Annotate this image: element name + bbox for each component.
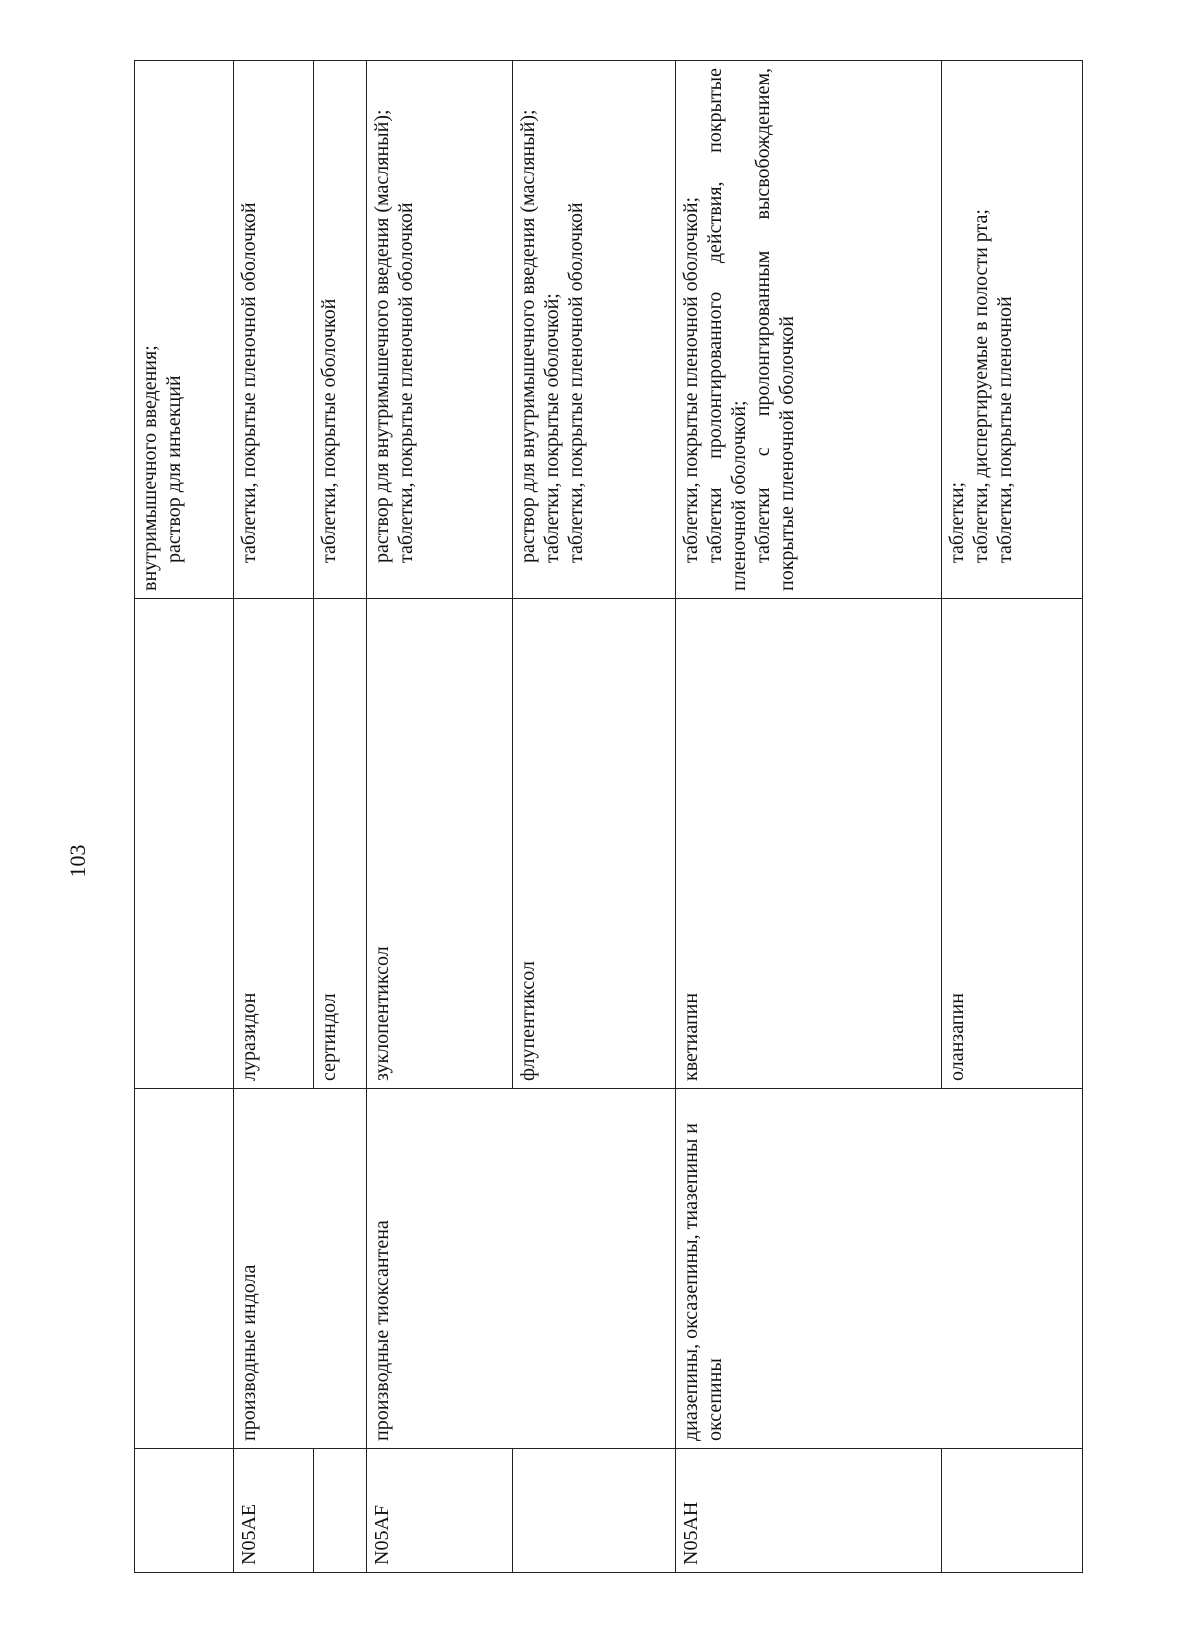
dosage-form: раствор для инъекций (163, 375, 185, 563)
atc-code-cell (314, 1449, 367, 1573)
dosage-form: таблетки, покрытые оболочкой; (541, 293, 563, 563)
drug-table (134, 60, 1083, 1573)
dosage-form: таблетки, покрытые пленочной (994, 296, 1016, 563)
atc-code-cell: N05AF (367, 1449, 513, 1573)
drug-name-cell: оланзапин (942, 599, 1083, 1089)
atc-code-cell (513, 1449, 676, 1573)
dosage-form: таблетки, покрытые пленочной оболочкой; (680, 196, 702, 563)
table-row (135, 61, 234, 1573)
drug-name-cell: зуклопентиксол (367, 599, 513, 1089)
group-cell (135, 1089, 234, 1449)
dosage-forms-cell (314, 61, 367, 599)
dosage-forms-cell (234, 61, 314, 599)
dosage-forms-cell (135, 61, 234, 599)
drug-name-cell: луразидон (234, 599, 314, 1089)
dosage-form: таблетки, покрытые оболочкой (318, 298, 340, 563)
drug-name-cell: флупентиксол (513, 599, 676, 1089)
page-number: 103 (65, 844, 90, 878)
rotated-page-content (134, 61, 1082, 1573)
dosage-form: таблетки, покрытые пленочной оболочкой (565, 202, 587, 563)
table-row (234, 61, 314, 1573)
group-cell: диазепины, оксазепины, тиазепины и оксепины (676, 1089, 1083, 1449)
atc-code-cell: N05AE (234, 1449, 314, 1573)
dosage-forms-cell (942, 61, 1083, 599)
dosage-form: раствор для внутримышечного введения (масляный); (517, 109, 539, 563)
group-cell: производные тиоксантена (367, 1089, 676, 1449)
atc-code-cell (942, 1449, 1083, 1573)
group-cell: производные индола (234, 1089, 367, 1449)
dosage-forms-cell (676, 61, 942, 599)
dosage-form: таблетки, покрытые пленочной оболочкой (238, 202, 260, 563)
dosage-forms-cell (513, 61, 676, 599)
table-row (676, 61, 942, 1573)
drug-name-cell: кветиапин (676, 599, 942, 1089)
dosage-form: раствор для внутримышечного введения (масляный); (371, 109, 393, 563)
dosage-form: таблетки с пролонгированным высвобождением, покрытые пленочной оболочкой (752, 68, 798, 591)
drug-name-cell (135, 599, 234, 1089)
atc-code-cell: N05AH (676, 1449, 942, 1573)
table-row (367, 61, 513, 1573)
dosage-form: таблетки, покрытые пленочной оболочкой (395, 202, 417, 563)
drug-name-cell: сертиндол (314, 599, 367, 1089)
dosage-form: внутримышечного введения; (139, 345, 161, 591)
dosage-form: таблетки, диспергируемые в полости рта; (970, 209, 992, 563)
dosage-form: таблетки пролонгированного действия, покрытые пленочной оболочкой; (704, 68, 750, 591)
dosage-form: таблетки; (946, 481, 968, 563)
dosage-forms-cell (367, 61, 513, 599)
atc-code-cell (135, 1449, 234, 1573)
